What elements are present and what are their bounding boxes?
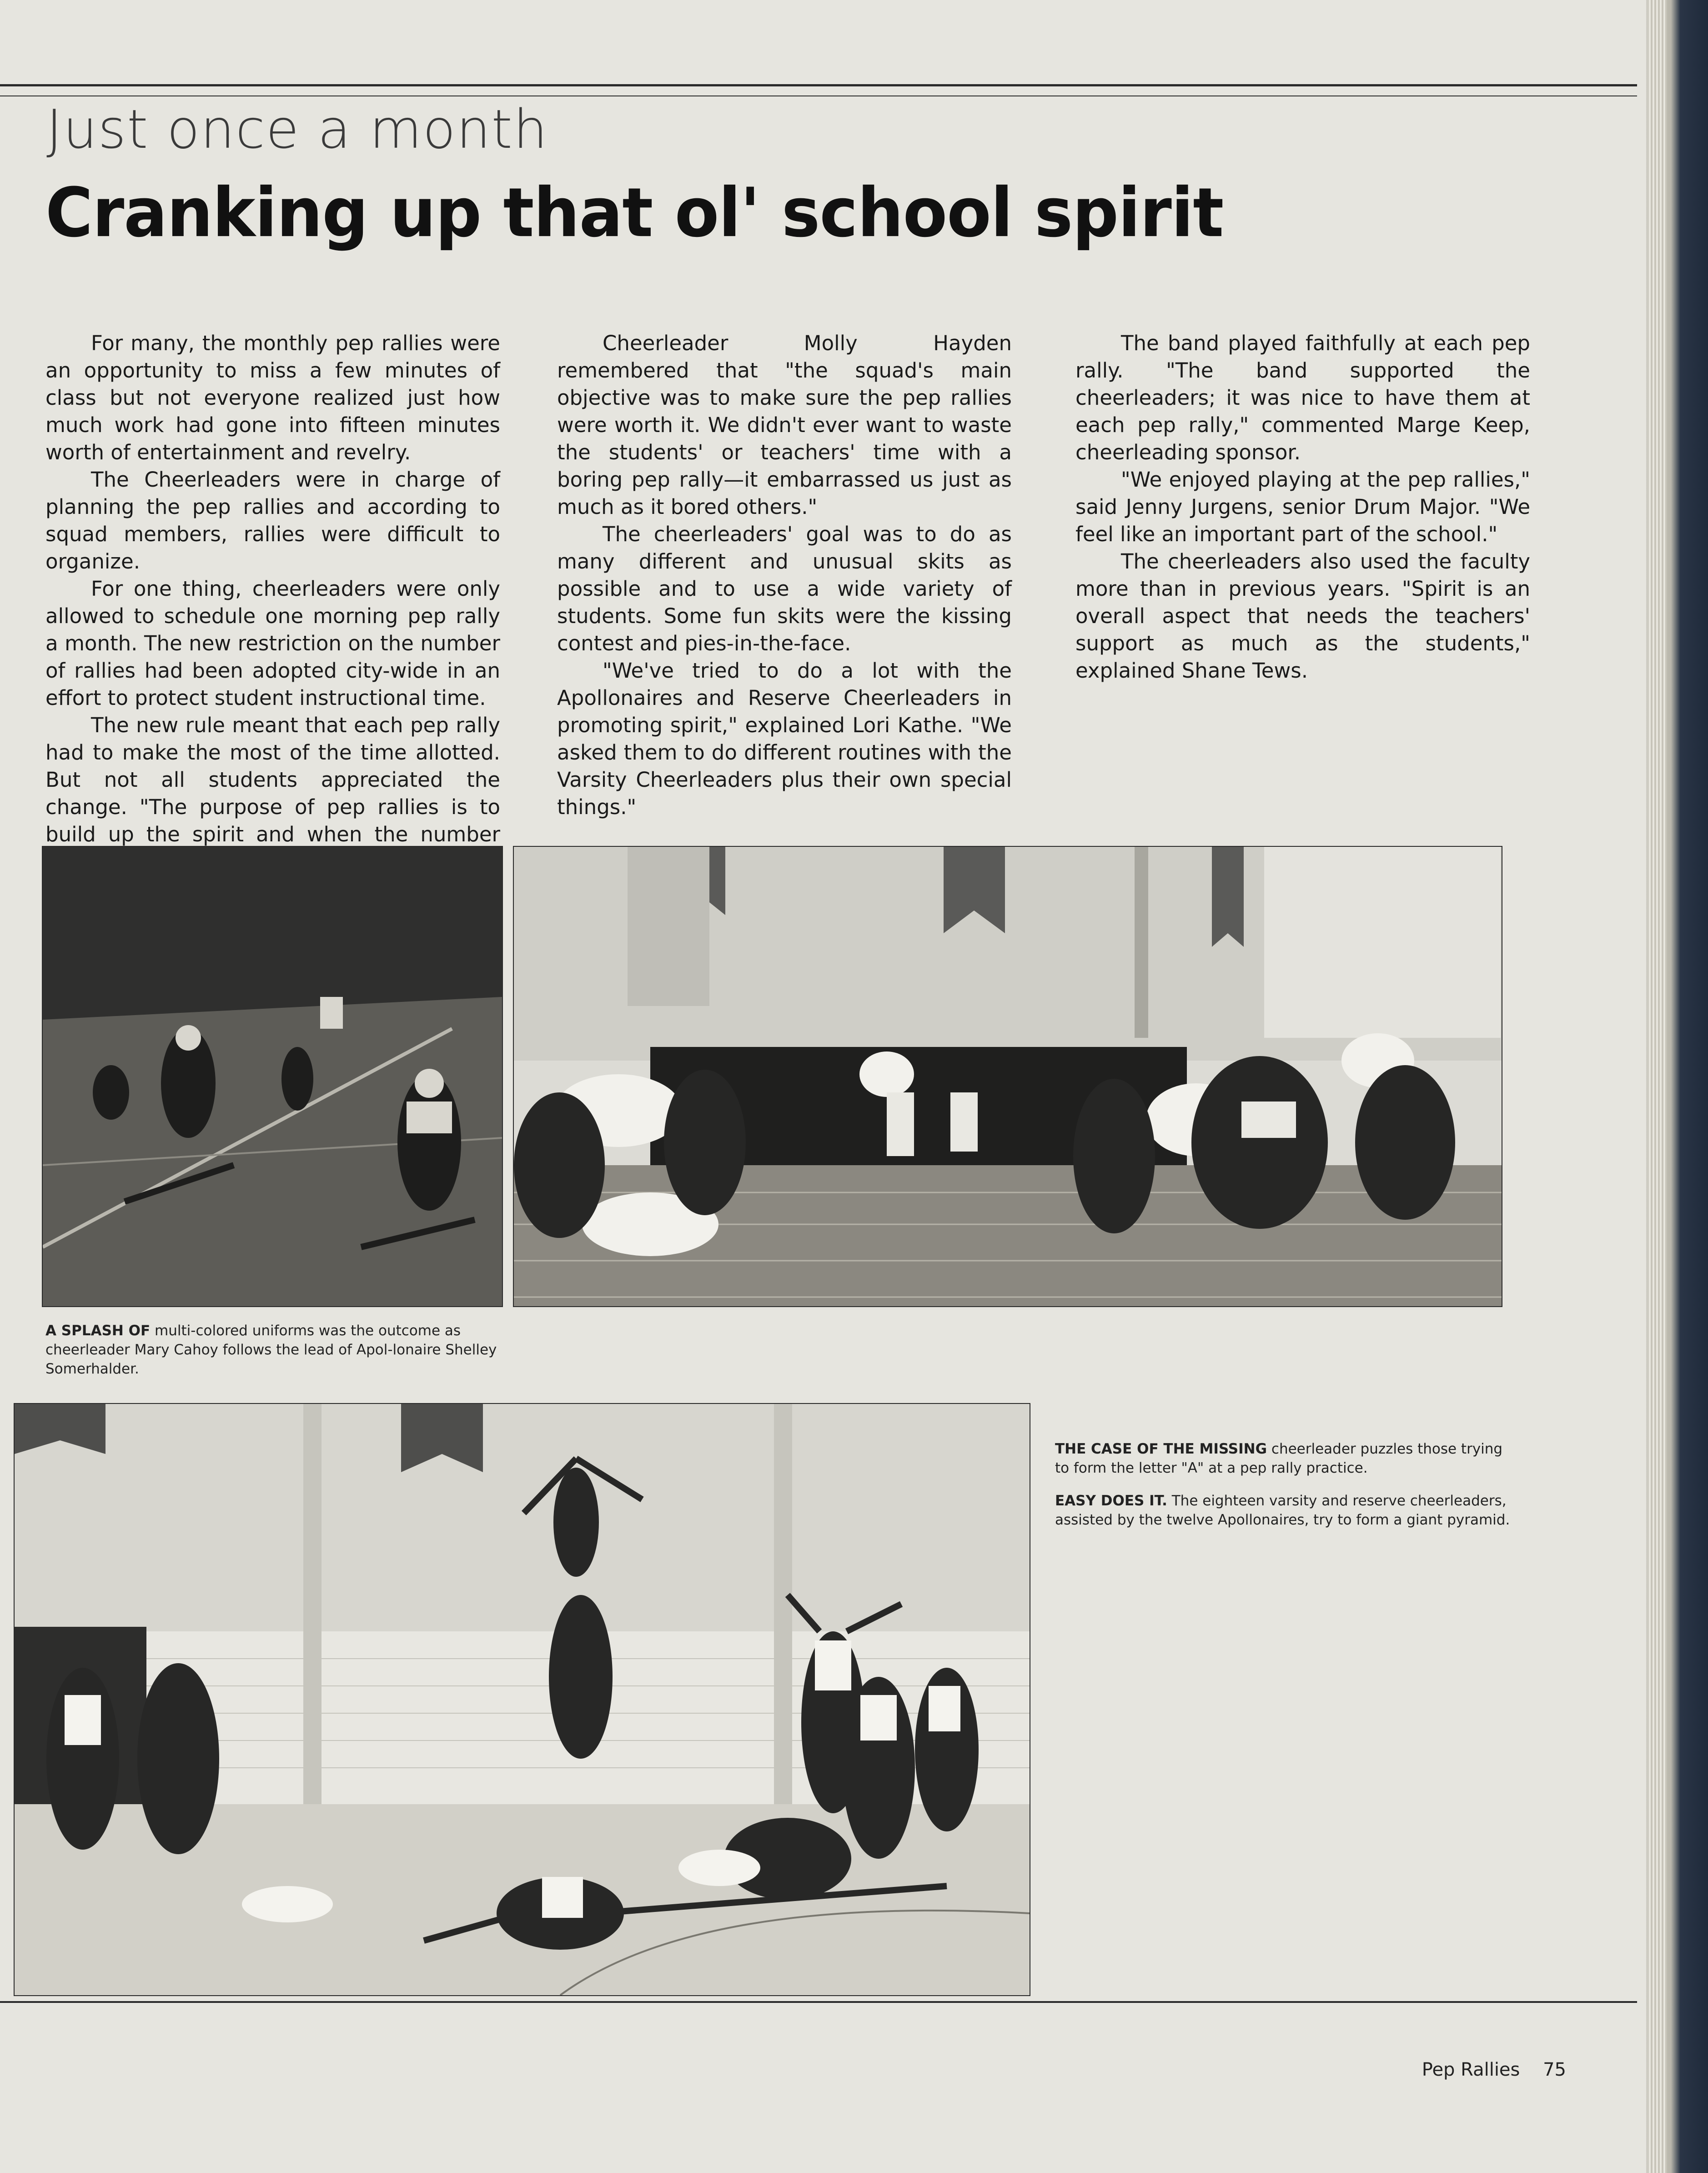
paragraph: For one thing, cheerleaders were only allowed to schedule one morning pep rally a month. The new restriction on the number of rallies had been adopted city-wide in an effort to protect student instructional time. bbox=[45, 577, 500, 710]
paragraph: The Cheerleaders were in charge of planning the pep rallies and according to squad members, rallies were difficult to organize. bbox=[45, 468, 500, 573]
caption-text: cheerleader puzzles those trying to form the letter "A" at a pep rally practice. bbox=[1055, 1441, 1503, 1476]
top-rule bbox=[0, 84, 1637, 86]
photo-splash-uniforms bbox=[42, 846, 503, 1307]
photo-easy-does-it bbox=[14, 1403, 1030, 1996]
photo-case-of-missing bbox=[513, 846, 1502, 1307]
caption-lead: A SPLASH OF bbox=[45, 1323, 151, 1339]
paragraph: The new rule meant that each pep rally had to make the most of the time allotted. But not all students appreciated the change. "The purpose of pep rallies is to build up the spirit and when the number bbox=[45, 713, 500, 846]
column-2 bbox=[557, 330, 1012, 821]
folio bbox=[1422, 2059, 1566, 2080]
caption-lead: EASY DOES IT. bbox=[1055, 1493, 1167, 1509]
headline: Cranking up that ol' school spirit bbox=[45, 173, 1224, 252]
kicker: Just once a month bbox=[46, 98, 548, 161]
caption-lead: THE CASE OF THE MISSING bbox=[1055, 1441, 1267, 1457]
paragraph: The band played faithfully at each pep rally. "The band supported the cheerleaders; it was nice to have them at each pep rally," commented Marge Keep, cheerleading sponsor. bbox=[1075, 331, 1530, 464]
paragraph: The cheerleaders also used the faculty more than in previous years. "Spirit is an overall aspect that needs the teachers' support as much as the students," explained Shane Tews. bbox=[1075, 549, 1530, 683]
paragraph: Cheerleader Molly Hayden remembered that "the squad's main objective was to make sure the pep rallies were worth it. We didn't ever want to waste the students' or teachers' time with a boring pep rally—it embarrassed us just as much as it bored others." bbox=[557, 331, 1012, 519]
page-edges bbox=[1649, 0, 1667, 2173]
column-1 bbox=[45, 330, 500, 903]
paragraph: "We've tried to do a lot with the Apollonaires and Reserve Cheerleaders in promoting spirit," explained Lori Kathe. "We asked them to do different routines with the Varsity Cheerleaders plus their own special things." bbox=[557, 659, 1012, 819]
caption-text: multi-colored uniforms was the outcome as cheerleader Mary Cahoy follows the lead of Apol-lonaire Shelley Somerhalder. bbox=[45, 1323, 497, 1377]
book-binding bbox=[1646, 0, 1708, 2173]
caption-missing bbox=[1055, 1439, 1519, 1478]
caption-group bbox=[1055, 1439, 1519, 1543]
caption-text: The eighteen varsity and reserve cheerleaders, assisted by the twelve Apollonaires, try to form a giant pyramid. bbox=[1055, 1493, 1510, 1528]
folio-page-number: 75 bbox=[1543, 2059, 1566, 2080]
folio-section: Pep Rallies bbox=[1422, 2059, 1520, 2080]
bottom-rule bbox=[0, 2001, 1637, 2003]
paragraph: For many, the monthly pep rallies were an opportunity to miss a few minutes of class but not everyone realized just how much work had gone into fifteen minutes worth of entertainment and revelry. bbox=[45, 331, 500, 464]
caption-easy bbox=[1055, 1491, 1519, 1529]
paragraph: The cheerleaders' goal was to do as many different and unusual skits as possible and to use a wide variety of students. Some fun skits were the kissing contest and pies-in-the-face. bbox=[557, 522, 1012, 655]
caption-splash bbox=[45, 1321, 505, 1378]
column-3 bbox=[1075, 330, 1530, 684]
paragraph: "We enjoyed playing at the pep rallies," said Jenny Jurgens, senior Drum Major. "We feel like an important part of the school." bbox=[1075, 468, 1530, 546]
